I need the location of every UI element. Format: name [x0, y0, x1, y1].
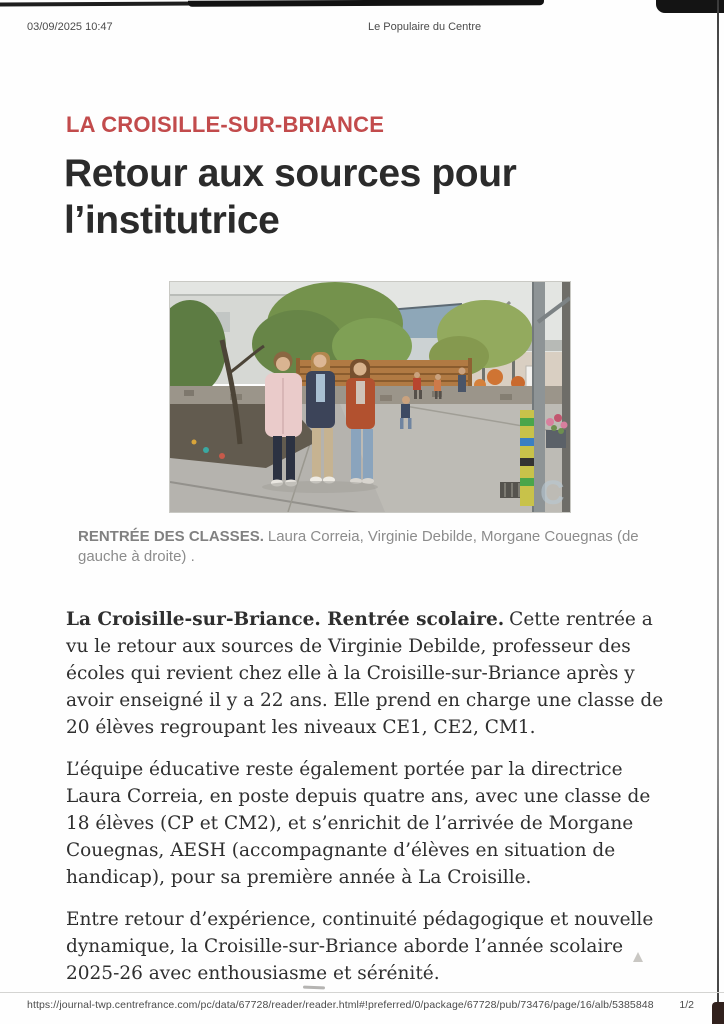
article-paragraph: [66, 606, 678, 741]
scan-artifact-top-strip-mid: [188, 0, 544, 7]
article-kicker: LA CROISILLE-SUR-BRIANCE: [66, 112, 385, 137]
paragraph-text: L’équipe éducative reste également portée par la directrice Laura Correia, en poste depuis quatre ans, avec une classe de 18 élèves (CP et CM2), et s’enrichit de l’arrivée de Morgane Couegnas, AESH (accompagnante d’élèves en situation de handicap), pour sa première année à La Croisille.: [66, 759, 651, 888]
photo-watermark: C: [540, 474, 565, 512]
scan-artifact-top-right-corner: [656, 0, 724, 13]
article-paragraph: [66, 906, 678, 987]
article-photo: [170, 282, 570, 512]
article-paragraph: [66, 756, 678, 891]
print-footer-url: https://journal-twp.centrefrance.com/pc/data/67728/reader/reader.html#!preferred/0/package/67728/pub/73476/page/16/alb/5385848: [27, 999, 654, 1011]
photo-caption-text: Laura Correia, Virginie Debilde, Morgane Couegnas (de gauche à droite) .: [78, 528, 639, 565]
print-header-timestamp: 03/09/2025 10:47: [27, 21, 113, 33]
paragraph-text: Entre retour d’expérience, continuité pédagogique et nouvelle dynamique, la Croisille-sur-Briance aborde l’année scolaire 2025-26 avec enthousiasme et sérénité.: [66, 909, 654, 984]
scan-artifact-right-edge-line: [717, 0, 719, 1024]
photo-caption-lead: RENTRÉE DES CLASSES.: [78, 528, 264, 545]
scan-artifact-top-strip-left: [0, 1, 196, 6]
paragraph-lead: La Croisille-sur-Briance. Rentrée scolaire.: [66, 609, 505, 630]
photo-caption: [78, 527, 650, 567]
photo-illustration: [170, 282, 570, 512]
article-body: [66, 606, 678, 1002]
scan-artifact-bottom-right-blob: [712, 1002, 724, 1024]
print-footer-page-indicator: 1/2: [679, 999, 694, 1011]
paragraph-text: Cette rentrée a vu le retour aux sources de Virginie Debilde, professeur des écoles qui revient chez elle à la Croisille-sur-Briance après y avoir enseigné il y a 22 ans. Elle prend en charge une classe de 20 élèves regroupant les niveaux CE1, CE2, CM1.: [66, 609, 664, 738]
article-title: Retour aux sources pour l’institutrice: [64, 152, 517, 242]
print-header-publication: Le Populaire du Centre: [368, 21, 482, 33]
